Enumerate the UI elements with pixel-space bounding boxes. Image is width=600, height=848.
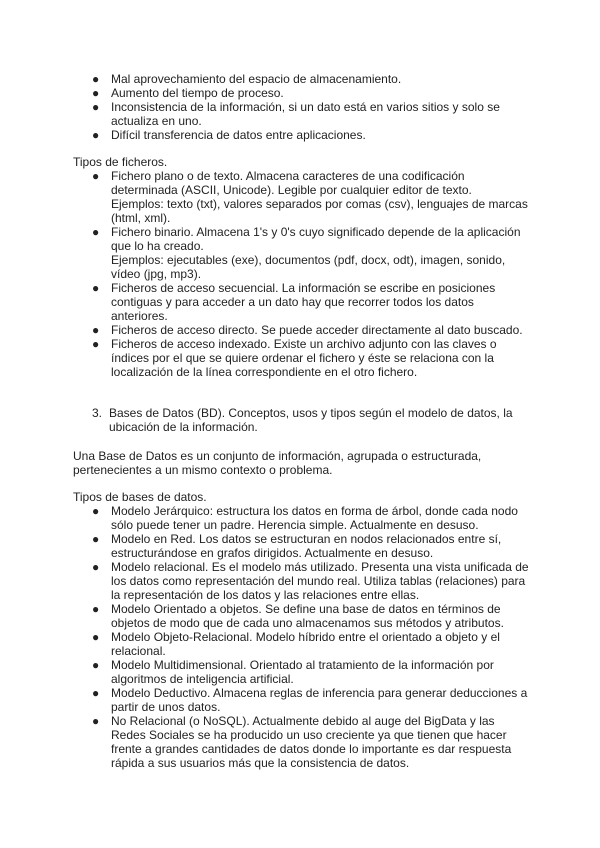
list-item: ● Inconsistencia de la información, si un dato está en varios sitios y solo se actualiza en uno. <box>92 100 500 128</box>
bullet-icon: ● <box>92 128 100 142</box>
bullet-icon: ● <box>92 630 100 644</box>
bullet-icon: ● <box>92 504 100 518</box>
bullet-icon: ● <box>92 337 100 351</box>
section-title: Bases de Datos (BD). Conceptos, usos y tipos según el modelo de datos, la ubicación de la información. <box>109 406 513 434</box>
list-item: ● Ficheros de acceso directo. Se puede acceder directamente al dato buscado. <box>92 323 523 337</box>
list-item: ● Modelo Objeto-Relacional. Modelo híbrido entre el orientado a objeto y el relacional. <box>92 630 500 658</box>
list-item: ● Fichero plano o de texto. Almacena caracteres de una codificación determinada (ASCII, Unicode). Legible por cualquier editor de texto. Ejemplos: texto (txt), valores separados por comas (csv), lenguajes de marcas (html, xml). <box>92 169 528 225</box>
db-types-list <box>92 504 532 770</box>
section-number: 3. <box>92 406 103 420</box>
list-item: ● Fichero binario. Almacena 1's y 0's cuyo significado depende de la aplicación que lo ha creado. Ejemplos: ejecutables (exe), documentos (pdf, docx, odt), imagen, sonido, vídeo (jpg, mp3). <box>92 225 521 281</box>
bullet-icon: ● <box>92 560 100 574</box>
list-item: ● Ficheros de acceso indexado. Existe un archivo adjunto con las claves o índices por el que se quiere ordenar el fichero y éste se relaciona con la localización de la línea correspondiente en el otro fichero. <box>92 337 497 379</box>
list-item: ● Mal aprovechamiento del espacio de almacenamiento. <box>92 72 402 86</box>
list-item: ● Aumento del tiempo de proceso. <box>92 86 284 100</box>
bullet-icon: ● <box>92 86 100 100</box>
heading-tipos-ficheros: Tipos de ficheros. <box>73 155 168 169</box>
disadvantages-list <box>92 72 532 142</box>
bullet-icon: ● <box>92 323 100 337</box>
bullet-icon: ● <box>92 686 100 700</box>
list-item: ● Ficheros de acceso secuencial. La información se escribe en posiciones contiguas y para acceder a un dato hay que recorrer todos los datos anteriores. <box>92 281 496 323</box>
file-types-list <box>92 169 532 379</box>
list-item: ● Modelo relacional. Es el modelo más utilizado. Presenta una vista unificada de los datos como representación del mundo real. Utiliza tablas (relaciones) para la representación de los datos y las relaciones entre ellas. <box>92 560 529 602</box>
list-item: ● Modelo Jerárquico: estructura los datos en forma de árbol, donde cada nodo sólo puede tener un padre. Herencia simple. Actualmente en desuso. <box>92 504 518 532</box>
list-item: ● No Relacional (o NoSQL). Actualmente debido al auge del BigData y las Redes Sociales se ha producido un uso creciente ya que tienen que hacer frente a grandes cantidades de datos donde lo importante es dar respuesta rápida a sus usuarios más que la consistencia de datos. <box>92 714 512 770</box>
list-item: ● Difícil transferencia de datos entre aplicaciones. <box>92 128 366 142</box>
bullet-icon: ● <box>92 532 100 546</box>
bullet-icon: ● <box>92 225 100 239</box>
bullet-icon: ● <box>92 281 100 295</box>
bullet-icon: ● <box>92 169 100 183</box>
bullet-icon: ● <box>92 714 100 728</box>
section-3-heading <box>92 406 532 434</box>
definition-paragraph: Una Base de Datos es un conjunto de información, agrupada o estructurada, pertenecientes a un mismo contexto o problema. <box>73 449 482 477</box>
list-item: ● Modelo Multidimensional. Orientado al tratamiento de la información por algoritmos de inteligencia artificial. <box>92 658 494 686</box>
heading-tipos-bd: Tipos de bases de datos. <box>73 490 207 504</box>
list-item: ● Modelo en Red. Los datos se estructuran en nodos relacionados entre sí, estructurándose en grafos dirigidos. Actualmente en desuso. <box>92 532 502 560</box>
bullet-icon: ● <box>92 72 100 86</box>
list-item: ● Modelo Orientado a objetos. Se define una base de datos en términos de objetos de modo que de cada uno almacenamos sus métodos y atributos. <box>92 602 504 630</box>
list-item: ● Modelo Deductivo. Almacena reglas de inferencia para generar deducciones a partir de unos datos. <box>92 686 528 714</box>
bullet-icon: ● <box>92 602 100 616</box>
bullet-icon: ● <box>92 100 100 114</box>
bullet-icon: ● <box>92 658 100 672</box>
